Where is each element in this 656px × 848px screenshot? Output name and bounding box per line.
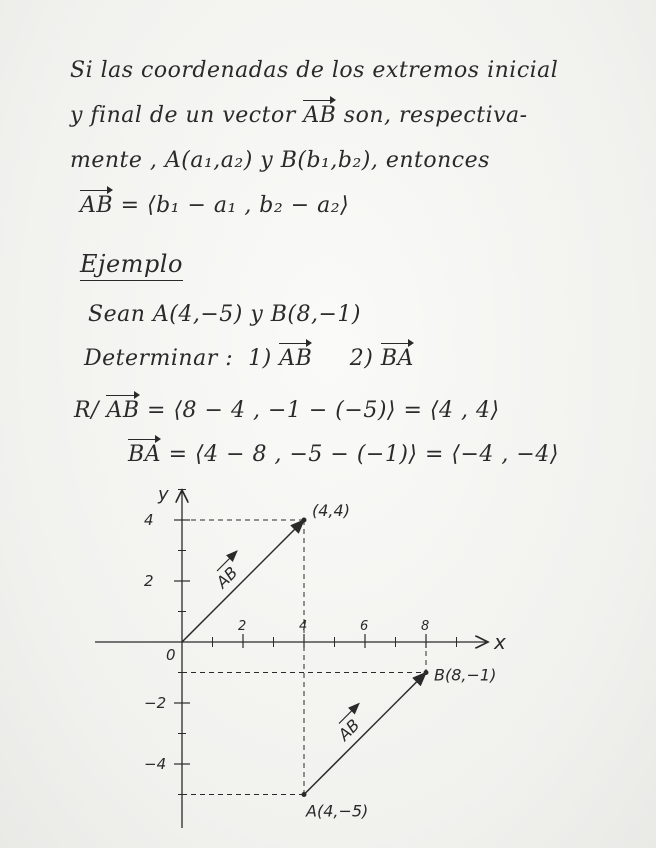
intro-text-2b: son, respectiva-: [343, 103, 528, 128]
intro-text-1: Si las coordenadas de los extremos inicial: [70, 58, 559, 83]
task1-number: 1): [248, 346, 272, 371]
y-tick-label: 2: [144, 572, 154, 590]
formula-rhs: = ⟨b₁ − a₁ , b₂ − a₂⟩: [120, 193, 350, 218]
vector-ab-label: AB: [303, 103, 337, 128]
given-points: Sean A(4,−5) y B(8,−1): [88, 302, 362, 327]
point-marker: [302, 518, 307, 523]
point-marker: [302, 792, 307, 797]
y-axis-label: y: [158, 484, 169, 505]
task2-vector: BA: [380, 346, 414, 371]
answer1-vector: AB: [106, 398, 140, 423]
x-tick-label: 2: [238, 619, 247, 634]
y-tick-label: −2: [144, 694, 167, 712]
answer-prefix: R/: [74, 398, 99, 423]
x-tick-label: 6: [360, 619, 369, 634]
answer2-vector: BA: [128, 442, 162, 467]
x-tick-label: 8: [421, 619, 430, 634]
y-tick-label: 4: [144, 511, 154, 529]
answer1-rhs: = ⟨8 − 4 , −1 − (−5)⟩ = ⟨4 , 4⟩: [147, 398, 500, 423]
point-marker: [424, 670, 429, 675]
example-title: Ejemplo: [80, 250, 183, 281]
point-label: (4,4): [312, 501, 350, 520]
task-label: Determinar :: [84, 346, 234, 371]
vector-label: AB: [212, 562, 242, 592]
x-axis-label: x: [494, 630, 506, 654]
intro-text-3: mente , A(a₁,a₂) y B(b₁,b₂), entonces: [70, 148, 490, 173]
task1-vector: AB: [279, 346, 313, 371]
answer2-rhs: = ⟨4 − 8 , −5 − (−1)⟩ = ⟨−4 , −4⟩: [168, 442, 559, 467]
point-label: A(4,−5): [306, 801, 369, 821]
y-tick-label: −4: [144, 755, 167, 773]
vector-label: AB: [334, 715, 364, 745]
task2-number: 2): [349, 346, 374, 371]
x-tick-label: 4: [299, 619, 308, 634]
point-label: B(8,−1): [434, 665, 497, 685]
formula-vector-label: AB: [80, 193, 114, 218]
vector-arrow: [304, 673, 426, 795]
intro-text-2a: y final de un vector: [70, 103, 296, 128]
origin-label: 0: [166, 646, 176, 664]
